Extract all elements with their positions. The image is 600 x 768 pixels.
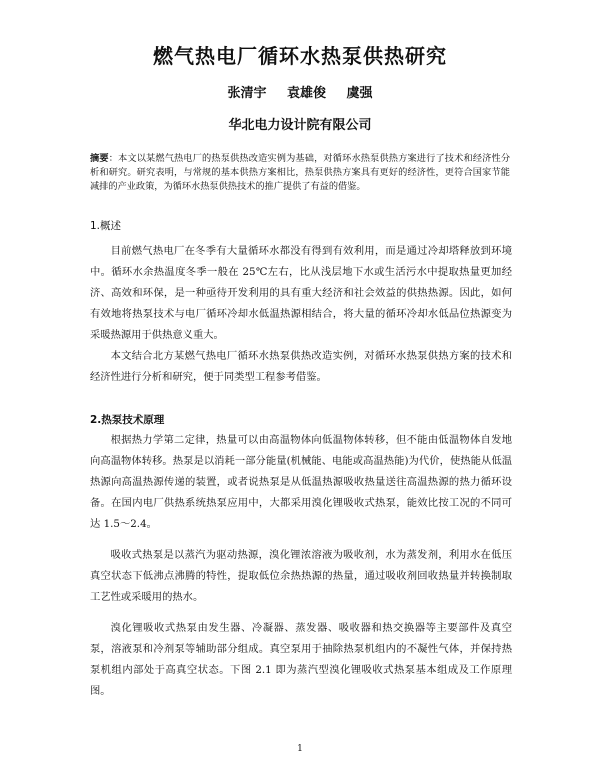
paragraph: 根据热力学第二定律，热量可以由高温物体向低温物体转移，但不能由低温物体自发地向高温物体转移。热泵是以消耗一部分能量(机械能、电能或高温热能)为代价，使热能从低温热源向高温热源传递的装置，或者说热泵是从低温热源吸收热量送往高温热源的热力循环设备。在国内电厂供热系统热泵应用中，大都采用溴化锂吸收式热泵，能效比按工况的不同可达 1.5～2.4。 [90, 434, 512, 530]
paragraph: 溴化锂吸收式热泵由发生器、冷凝器、蒸发器、吸收器和热交换器等主要部件及真空泵，溶液泵和冷剂泵等辅助部分组成。真空泵用于抽除热泵机组内的不凝性气体，并保持热泵机组内部处于高真空状态。下图 2.1 即为蒸汽型溴化锂吸收式热泵基本组成及工作原理图。 [90, 622, 512, 697]
section-heading-overview: 1.概述 [90, 220, 122, 232]
abstract [90, 152, 510, 194]
paper-title: 燃气热电厂循环水热泵供热研究 [153, 44, 447, 68]
paragraph: 吸收式热泵是以蒸汽为驱动热源，溴化锂浓溶液为吸收剂，水为蒸发剂，利用水在低压真空状态下低沸点沸腾的特性，提取低位余热热源的热量，通过吸收剂回收热量并转换制取工艺性或采暖用的热水。 [90, 549, 512, 603]
paragraph: 目前燃气热电厂在冬季有大量循环水都没有得到有效利用，而是通过冷却塔释放到环境中。循环水余热温度冬季一般在 25℃左右，比从浅层地下水或生活污水中提取热量更加经济、高效和环保，是一种亟待开发利用的具有重大经济和社会效益的供热热源。因此，如何有效地将热泵技术与电厂循环冷却水低温热源相结合，将大量的循环冷却水低品位热源变为采暖热源用于供热意义重大。 [90, 245, 512, 341]
section-heading-heat-pump-principle: 2.热泵技术原理 [90, 414, 165, 426]
author-list [0, 82, 600, 101]
author-name: 张清宇 [227, 86, 267, 101]
author-name: 虞强 [346, 86, 373, 101]
abstract-label: 摘要 [90, 153, 109, 164]
author-name: 袁雄俊 [286, 86, 326, 101]
abstract-text: ：本文以某燃气热电厂的热泵供热改造实例为基础，对循环水热泵供热方案进行了技术和经济性分析和研究。研究表明，与常规的基本供热方案相比，热泵供热方案具有更好的经济性，更符合国家节能减排的产业政策，为循环水热泵供热技术的推广提供了有益的借鉴。 [90, 153, 511, 192]
paragraph: 本文结合北方某燃气热电厂循环水热泵供热改造实例，对循环水热泵供热方案的技术和经济性进行分析和研究，便于同类型工程参考借鉴。 [90, 350, 512, 383]
affiliation: 华北电力设计院有限公司 [228, 118, 372, 133]
page-number: 1 [297, 744, 303, 754]
